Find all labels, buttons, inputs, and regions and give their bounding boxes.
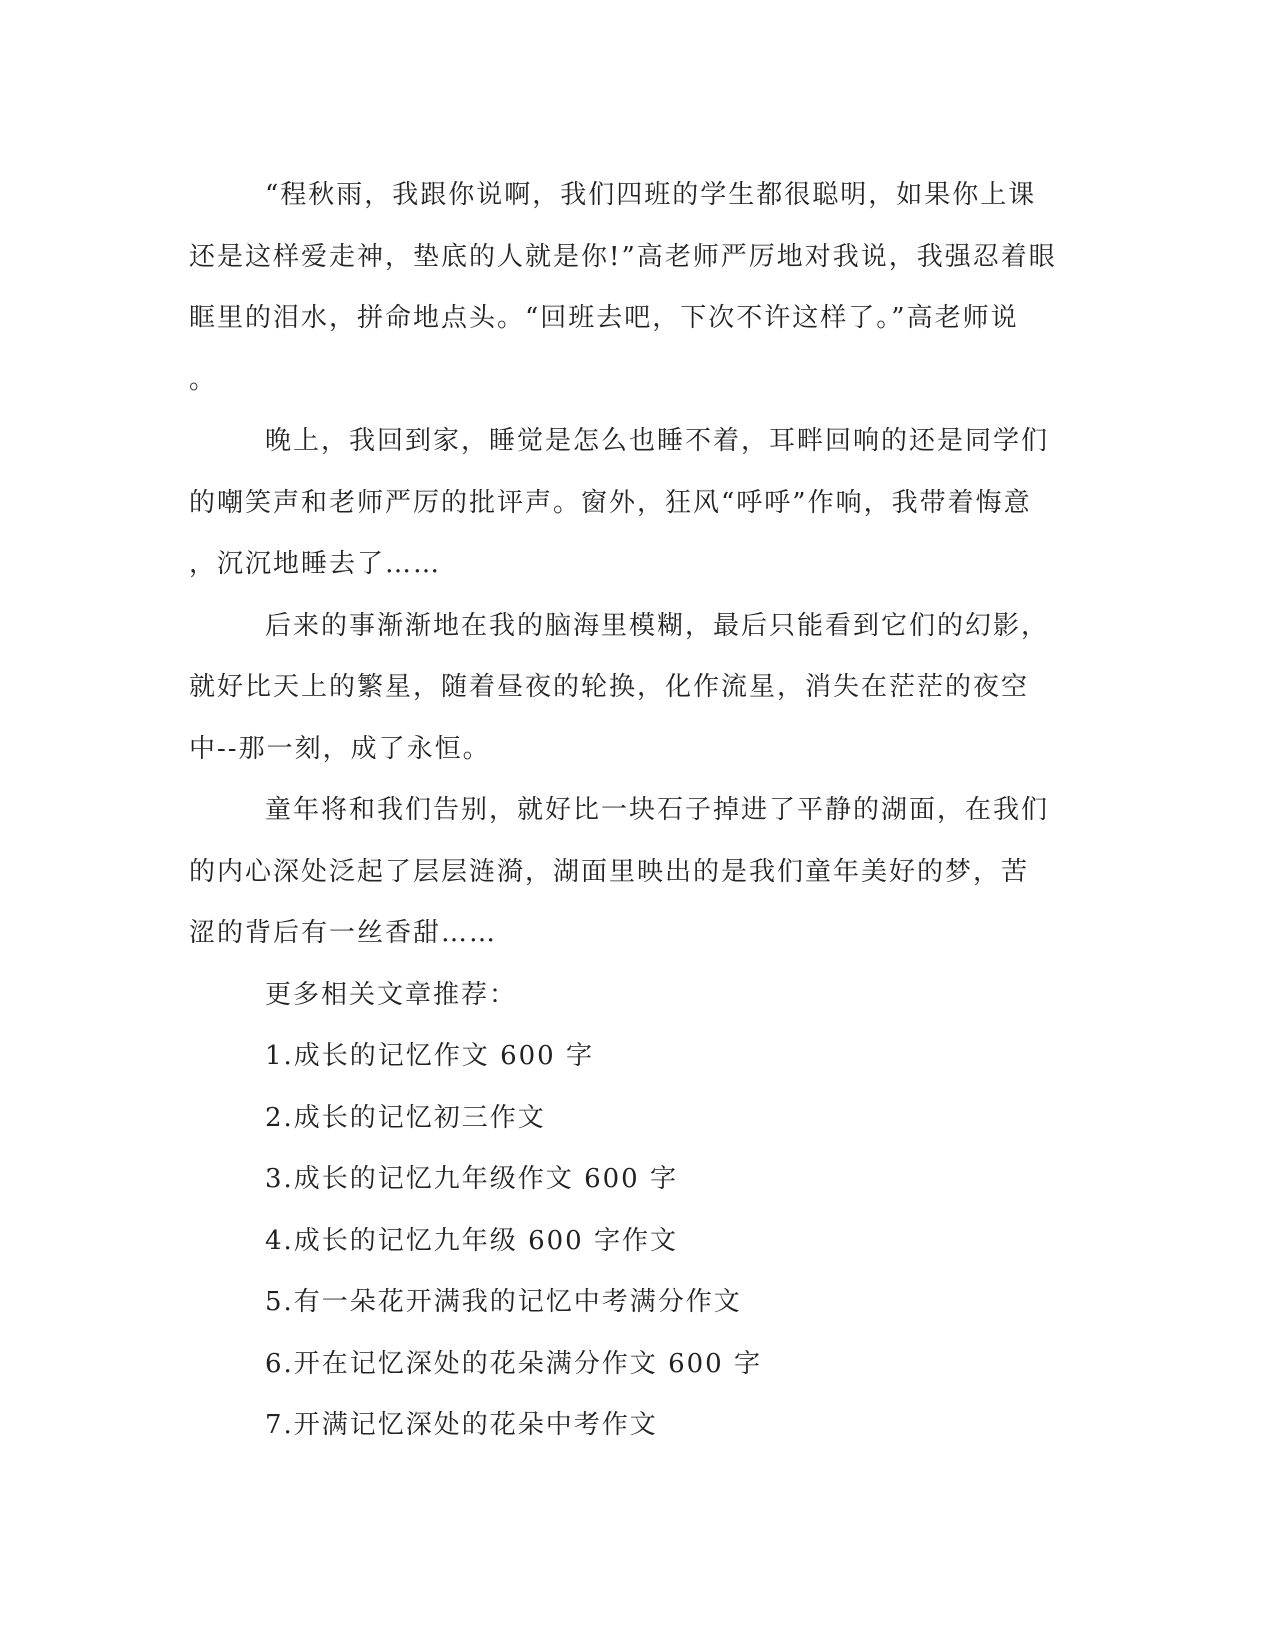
paragraph-4	[189, 780, 1079, 965]
paragraph-line: 还是这样爱走神，垫底的人就是你!”高老师严厉地对我说，我强忍着眼	[189, 241, 1057, 272]
recommend-list	[189, 1026, 1079, 1457]
paragraph-1	[189, 165, 1079, 411]
paragraph-line: 就好比天上的繁星，随着昼夜的轮换，化作流星，消失在茫茫的夜空	[189, 672, 1030, 702]
recommend-link-1[interactable]: 1.成长的记忆作文 600 字	[265, 1041, 594, 1071]
recommend-link-5[interactable]: 5.有一朵花开满我的记忆中考满分作文	[265, 1287, 742, 1317]
recommend-link-4[interactable]: 4.成长的记忆九年级 600 字作文	[265, 1225, 678, 1256]
paragraph-line: 童年将和我们告别，就好比一块石子掉进了平静的湖面，在我们	[265, 795, 1050, 825]
paragraph-line: 的嘲笑声和老师严厉的批评声。窗外，狂风“呼呼”作响，我带着悔意	[189, 487, 1032, 518]
paragraph-line: 后来的事渐渐地在我的脑海里模糊，最后只能看到它们的幻影，	[265, 610, 1050, 641]
paragraph-line: 眶里的泪水，拼命地点头。“回班去吧，下次不许这样了。”高老师说	[189, 303, 1019, 333]
recommend-link-7[interactable]: 7.开满记忆深处的花朵中考作文	[265, 1410, 658, 1440]
paragraph-line: 涩的背后有一丝香甜……	[189, 918, 498, 948]
paragraph-line: “程秋雨，我跟你说啊，我们四班的学生都很聪明，如果你上课	[265, 180, 1037, 210]
article-body	[189, 165, 1079, 1457]
paragraph-line: ，沉沉地睡去了……	[189, 549, 442, 579]
paragraph-line: 晚上，我回到家，睡觉是怎么也睡不着，耳畔回响的还是同学们	[265, 426, 1050, 456]
paragraph-2	[189, 411, 1079, 596]
paragraph-3	[189, 596, 1079, 781]
recommend-link-3[interactable]: 3.成长的记忆九年级作文 600 字	[265, 1164, 678, 1194]
recommend-link-2[interactable]: 2.成长的记忆初三作文	[265, 1102, 546, 1133]
recommend-link-6[interactable]: 6.开在记忆深处的花朵满分作文 600 字	[265, 1348, 762, 1379]
paragraph-line: 。	[189, 364, 218, 395]
paragraph-line: 中--那一刻，成了永恒。	[189, 733, 491, 764]
paragraph-line: 的内心深处泛起了层层涟漪，湖面里映出的是我们童年美好的梦，苦	[189, 856, 1030, 887]
recommend-heading: 更多相关文章推荐：	[265, 979, 518, 1010]
